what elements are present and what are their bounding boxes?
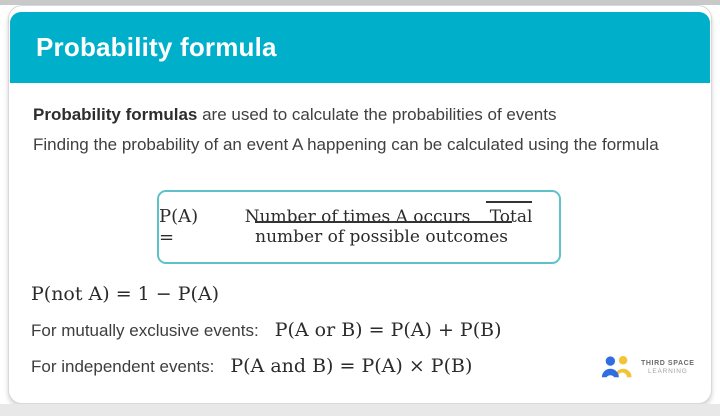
formula-not-a (31, 283, 219, 305)
mutually-exclusive-math: P(A or B) = P(A) + P(B) (274, 319, 502, 341)
mutually-exclusive-label: For mutually exclusive events: (31, 321, 259, 340)
page-title: Probability formula (36, 32, 277, 62)
formula-fraction (208, 207, 559, 247)
logo-wordmark (641, 360, 695, 375)
card-header (10, 12, 710, 83)
fraction-numerator: Number of times A occurs (244, 207, 471, 227)
logo-text-line2: LEARNING (647, 367, 688, 375)
logo-people-icon (601, 353, 635, 381)
fraction-denominator: Total number of possible outcomes (255, 201, 532, 247)
probability-formula-card (8, 5, 712, 404)
formula-independent (31, 355, 472, 377)
logo-text-line1: THIRD SPACE (641, 359, 695, 367)
intro-rest-text: are used to calculate the probabilities of events (197, 105, 557, 124)
intro-bold-term: Probability formulas (33, 105, 198, 124)
main-formula-box (157, 190, 561, 264)
intro-paragraph (33, 102, 556, 128)
formula-lhs: P(A) = (159, 206, 199, 248)
formula-not-a-math: P(not A) = 1 − P(A) (31, 283, 220, 305)
third-space-learning-logo (601, 353, 695, 381)
independent-math: P(A and B) = P(A) × P(B) (230, 355, 473, 377)
independent-label: For independent events: (31, 357, 215, 376)
page-background-lower (0, 404, 720, 416)
formula-mutually-exclusive (31, 319, 502, 341)
second-paragraph: Finding the probability of an event A happening can be calculated using the formula (33, 135, 659, 154)
